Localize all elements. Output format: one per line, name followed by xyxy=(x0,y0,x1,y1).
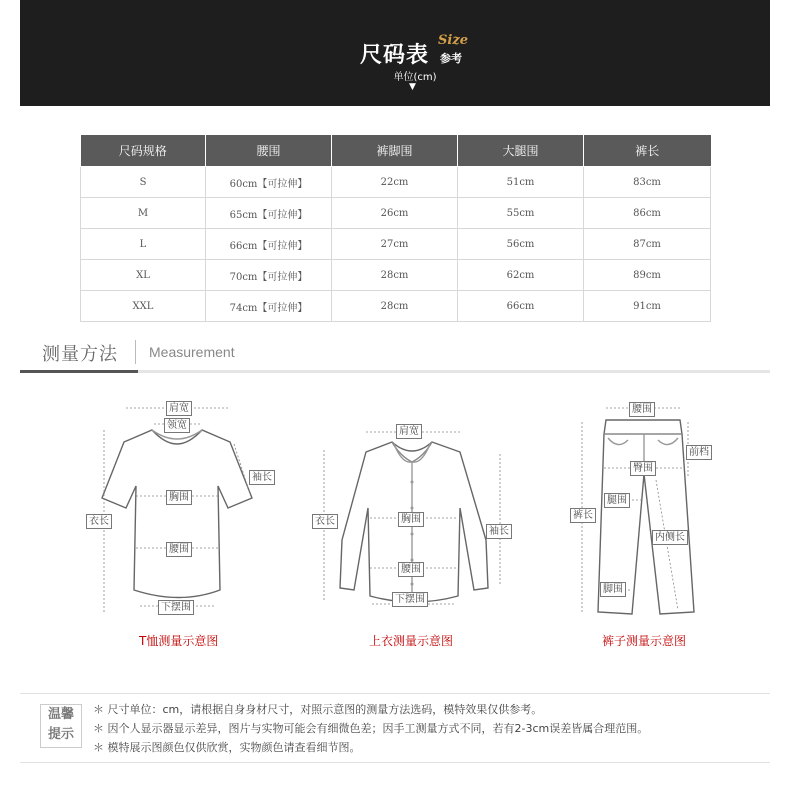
table-cell: 65cm【可拉伸】 xyxy=(206,198,332,229)
label-waist: 腰围 xyxy=(629,402,655,417)
label-length: 衣长 xyxy=(312,514,338,529)
label-cuff: 脚围 xyxy=(600,582,626,597)
table-cell: XL xyxy=(81,260,206,291)
table-cell: 22cm xyxy=(332,167,458,198)
table-row xyxy=(81,291,711,322)
page-title: 尺码表 xyxy=(360,43,430,68)
label-waist: 腰围 xyxy=(166,542,192,557)
label-inseam: 内侧长 xyxy=(652,530,688,545)
tshirt-caption: T恤测量示意图 xyxy=(139,634,219,648)
header-cell: 裤长 xyxy=(584,135,711,167)
table-cell: 91cm xyxy=(584,291,711,322)
table-cell: 27cm xyxy=(332,229,458,260)
table-cell: 28cm xyxy=(332,260,458,291)
table-cell: S xyxy=(81,167,206,198)
note-line: ＊ 因个人显示器显示差异，图片与实物可能会有细微色差；因手工测量方式不同，若有2-3cm误差皆属合理范围。 xyxy=(93,722,649,735)
table-cell: 87cm xyxy=(584,229,711,260)
header-cell: 腰围 xyxy=(206,135,332,167)
down-arrow-icon: ▼ xyxy=(409,82,416,92)
notes-divider-top xyxy=(20,693,770,694)
note-line: ＊ 模特展示图颜色仅供欣赏，实物颜色请查看细节图。 xyxy=(93,741,361,754)
notes-badge-line2: 提示 xyxy=(47,727,74,742)
table-cell: 70cm【可拉伸】 xyxy=(206,260,332,291)
label-shoulder: 肩宽 xyxy=(166,401,192,416)
label-length: 裤长 xyxy=(570,508,596,523)
title-size-en: Size xyxy=(438,33,468,48)
table-cell: M xyxy=(81,198,206,229)
pants-caption: 裤子测量示意图 xyxy=(602,634,687,648)
table-cell: 60cm【可拉伸】 xyxy=(206,167,332,198)
label-rise: 前档 xyxy=(686,445,712,460)
label-thigh: 腿围 xyxy=(604,493,630,508)
label-hem: 下摆围 xyxy=(158,600,194,615)
notes-badge xyxy=(40,704,82,748)
table-row xyxy=(81,198,711,229)
shirt-caption: 上衣测量示意图 xyxy=(369,634,454,648)
label-shoulder: 肩宽 xyxy=(396,424,422,439)
table-row xyxy=(81,260,711,291)
header-banner xyxy=(20,0,770,106)
section-divider xyxy=(135,340,136,364)
table-cell: 55cm xyxy=(458,198,584,229)
label-length: 衣长 xyxy=(86,514,112,529)
table-cell: XXL xyxy=(81,291,206,322)
label-hem: 下摆围 xyxy=(392,592,428,607)
table-cell: 56cm xyxy=(458,229,584,260)
table-cell: 26cm xyxy=(332,198,458,229)
label-hip: 臀围 xyxy=(630,461,656,476)
table-cell: 83cm xyxy=(584,167,711,198)
table-cell: 51cm xyxy=(458,167,584,198)
label-chest: 胸围 xyxy=(398,512,424,527)
table-header-row xyxy=(81,135,711,167)
label-collar: 领宽 xyxy=(164,418,190,433)
tshirt-diagram xyxy=(80,390,280,630)
section-title-cn: 测量方法 xyxy=(42,344,118,365)
note-line: ＊ 尺寸单位：cm，请根据自身身材尺寸，对照示意图的测量方法选码，模特效果仅供参考。 xyxy=(93,703,543,716)
section-title-en: Measurement xyxy=(149,344,235,360)
label-sleeve: 袖长 xyxy=(486,524,512,539)
header-cell: 裤脚围 xyxy=(332,135,458,167)
shirt-diagram xyxy=(310,390,520,630)
table-row xyxy=(81,167,711,198)
section-underline-accent xyxy=(20,370,138,373)
label-waist: 腰围 xyxy=(398,562,424,577)
table-cell: L xyxy=(81,229,206,260)
notes-divider-bottom xyxy=(20,762,770,763)
table-row xyxy=(81,229,711,260)
table-cell: 66cm xyxy=(458,291,584,322)
header-cell: 尺码规格 xyxy=(81,135,206,167)
label-sleeve: 袖长 xyxy=(249,470,275,485)
table-cell: 66cm【可拉伸】 xyxy=(206,229,332,260)
table-cell: 74cm【可拉伸】 xyxy=(206,291,332,322)
table-cell: 62cm xyxy=(458,260,584,291)
notes-badge-line1: 温馨 xyxy=(47,707,74,722)
table-cell: 89cm xyxy=(584,260,711,291)
table-cell: 86cm xyxy=(584,198,711,229)
header-cell: 大腿围 xyxy=(458,135,584,167)
pants-diagram xyxy=(568,390,728,630)
title-ref: 参考 xyxy=(440,52,462,65)
label-chest: 胸围 xyxy=(166,490,192,505)
unit-label: 单位(cm) xyxy=(393,72,437,83)
table-cell: 28cm xyxy=(332,291,458,322)
size-table xyxy=(80,135,711,322)
